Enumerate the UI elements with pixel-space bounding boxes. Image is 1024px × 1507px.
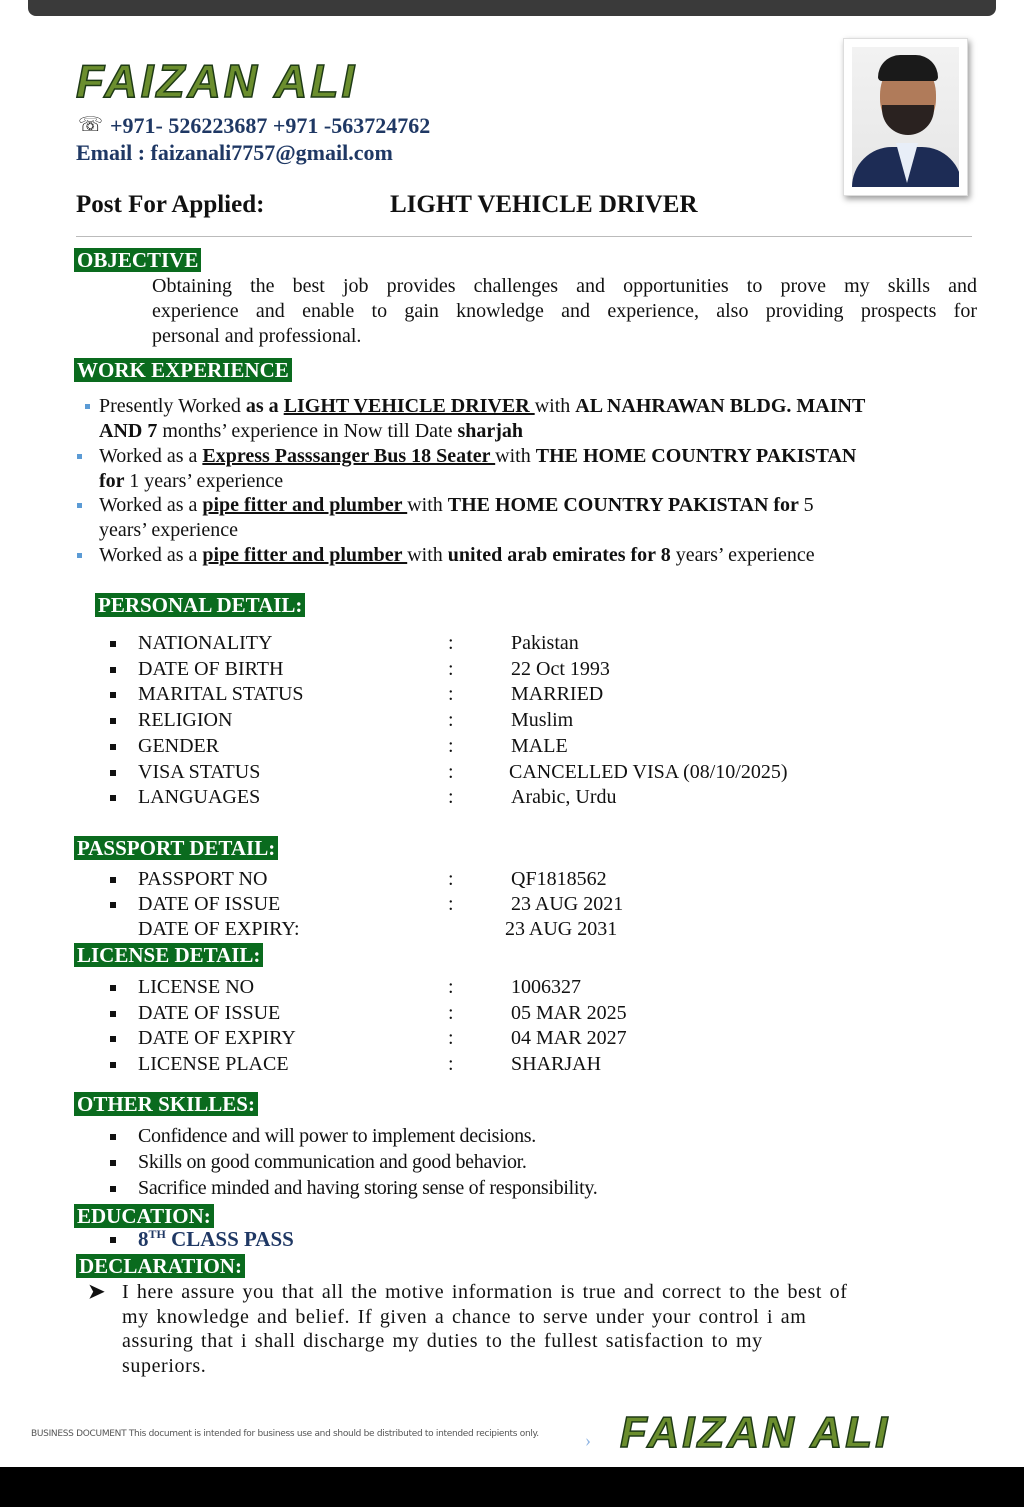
section-passport-detail: PASSPORT DETAIL: bbox=[74, 836, 278, 860]
arrow-bullet-icon: ➤ bbox=[88, 1281, 105, 1303]
top-bar bbox=[0, 0, 1024, 16]
section-education: EDUCATION: bbox=[74, 1204, 214, 1228]
license-value: 1006327 bbox=[511, 976, 581, 998]
bullet-icon bbox=[110, 641, 116, 647]
colon: : bbox=[448, 786, 454, 809]
personal-label: LANGUAGES bbox=[138, 786, 261, 809]
declaration-line: I here assure you that all the motive information is true and correct to the best of bbox=[122, 1281, 848, 1303]
colon: : bbox=[448, 632, 454, 654]
section-declaration: DECLARATION: bbox=[76, 1254, 245, 1278]
license-label: LICENSE NO bbox=[138, 976, 255, 998]
bullet-icon bbox=[110, 795, 116, 801]
work-experience-line: AND 7 months’ experience in Now till Date sharjah bbox=[99, 420, 524, 442]
work-experience-line: Worked as a pipe fitter and plumber with united arab emirates for 8 years’ experience bbox=[99, 544, 815, 566]
bullet-icon bbox=[110, 877, 116, 883]
bullet-icon bbox=[110, 718, 116, 724]
objective-line: personal and professional. bbox=[152, 325, 362, 347]
section-personal-detail: PERSONAL DETAIL: bbox=[95, 593, 305, 617]
colon: : bbox=[448, 893, 454, 915]
colon: : bbox=[448, 868, 454, 890]
colon: : bbox=[448, 976, 454, 998]
passport-label: DATE OF ISSUE bbox=[138, 893, 281, 915]
skill-item: Confidence and will power to implement decisions. bbox=[138, 1125, 536, 1147]
bullet-icon bbox=[77, 503, 82, 508]
education-item: 8TH CLASS PASS bbox=[138, 1227, 294, 1251]
email: Email : faizanali7757@gmail.com bbox=[76, 140, 393, 165]
bullet-icon bbox=[77, 553, 82, 558]
objective-line: Obtaining the best job provides challenges and opportunities to prove my skills and bbox=[152, 275, 977, 297]
post-value: LIGHT VEHICLE DRIVER bbox=[390, 191, 698, 218]
footer-chevron-icon: › bbox=[585, 1430, 591, 1450]
work-experience-line: Worked as a Express Passsanger Bus 18 Seater with THE HOME COUNTRY PAKISTAN bbox=[99, 445, 857, 467]
bullet-icon bbox=[110, 902, 116, 908]
footer-note: BUSINESS DOCUMENT This document is intended for business use and should be distributed to intended recipients only. bbox=[31, 1429, 539, 1439]
skill-item: Skills on good communication and good behavior. bbox=[138, 1151, 527, 1173]
bullet-icon bbox=[110, 1186, 116, 1192]
post-label: Post For Applied: bbox=[76, 191, 265, 218]
bullet-icon bbox=[85, 404, 90, 409]
declaration-line: superiors. bbox=[122, 1354, 207, 1377]
section-license-detail: LICENSE DETAIL: bbox=[74, 943, 263, 967]
name-logo: FAIZAN ALI bbox=[76, 55, 358, 107]
personal-value: Pakistan bbox=[511, 632, 579, 654]
colon: : bbox=[448, 760, 454, 783]
personal-label: DATE OF BIRTH bbox=[138, 657, 284, 680]
colon: : bbox=[448, 1053, 454, 1076]
divider bbox=[76, 236, 972, 237]
license-value: 04 MAR 2027 bbox=[511, 1027, 627, 1050]
personal-label: GENDER bbox=[138, 734, 220, 757]
work-experience-line: Worked as a pipe fitter and plumber with THE HOME COUNTRY PAKISTAN for 5 bbox=[99, 494, 814, 516]
colon: : bbox=[448, 734, 454, 757]
bottom-bar bbox=[0, 1467, 1024, 1507]
section-other-skills: OTHER SKILLES: bbox=[74, 1092, 258, 1116]
colon: : bbox=[448, 1001, 454, 1024]
skill-item: Sacrifice minded and having storing sense of responsibility. bbox=[138, 1177, 598, 1199]
personal-label: RELIGION bbox=[138, 709, 233, 732]
phone-icon: ☏ bbox=[78, 114, 104, 136]
passport-expiry-value: 23 AUG 2031 bbox=[505, 918, 618, 940]
bullet-icon bbox=[110, 1160, 116, 1166]
bullet-icon bbox=[77, 454, 82, 459]
personal-value: 22 Oct 1993 bbox=[511, 657, 610, 680]
personal-value: MALE bbox=[511, 734, 568, 757]
license-value: 05 MAR 2025 bbox=[511, 1001, 627, 1024]
passport-value: QF1818562 bbox=[511, 868, 607, 890]
colon: : bbox=[448, 657, 454, 680]
license-label: LICENSE PLACE bbox=[138, 1053, 289, 1076]
profile-photo bbox=[843, 38, 968, 196]
personal-label: VISA STATUS bbox=[138, 760, 261, 783]
objective-line: experience and enable to gain knowledge and experience, also providing prospects for bbox=[152, 300, 977, 322]
personal-label: MARITAL STATUS bbox=[138, 683, 304, 706]
phone-numbers: +971- 526223687 +971 -563724762 bbox=[110, 113, 431, 138]
bullet-icon bbox=[110, 692, 116, 698]
bullet-icon bbox=[110, 1134, 116, 1140]
passport-value: 23 AUG 2021 bbox=[511, 893, 624, 915]
colon: : bbox=[448, 683, 454, 706]
work-experience-line: Presently Worked as a LIGHT VEHICLE DRIVER with AL NAHRAWAN BLDG. MAINT bbox=[99, 395, 866, 417]
personal-value: MARRIED bbox=[511, 683, 604, 706]
bullet-icon bbox=[110, 1062, 116, 1068]
license-label: DATE OF EXPIRY bbox=[138, 1027, 296, 1050]
license-label: DATE OF ISSUE bbox=[138, 1001, 281, 1024]
personal-value: Arabic, Urdu bbox=[511, 786, 617, 809]
declaration-line: assuring that i shall discharge my duties to the fullest satisfaction to my bbox=[122, 1330, 763, 1352]
section-work-experience: WORK EXPERIENCE bbox=[74, 358, 292, 382]
passport-expiry-label: DATE OF EXPIRY: bbox=[138, 918, 300, 940]
colon: : bbox=[448, 709, 454, 732]
bullet-icon bbox=[110, 985, 116, 991]
bullet-icon bbox=[110, 770, 116, 776]
passport-label: PASSPORT NO bbox=[138, 868, 268, 890]
personal-value: CANCELLED VISA (08/10/2025) bbox=[509, 760, 788, 783]
section-objective: OBJECTIVE bbox=[74, 248, 201, 272]
bullet-icon bbox=[110, 1011, 116, 1017]
license-value: SHARJAH bbox=[511, 1053, 602, 1076]
footer-name-logo: FAIZAN ALI bbox=[620, 1408, 891, 1457]
personal-label: NATIONALITY bbox=[138, 632, 273, 654]
bullet-icon bbox=[110, 1036, 116, 1042]
bullet-icon bbox=[110, 744, 116, 750]
personal-value: Muslim bbox=[511, 709, 574, 732]
colon: : bbox=[448, 1027, 454, 1050]
work-experience-line: for 1 years’ experience bbox=[99, 470, 284, 492]
work-experience-line: years’ experience bbox=[99, 519, 238, 541]
declaration-line: my knowledge and belief. If given a chance to serve under your control i am bbox=[122, 1305, 807, 1328]
bullet-icon bbox=[110, 667, 116, 673]
